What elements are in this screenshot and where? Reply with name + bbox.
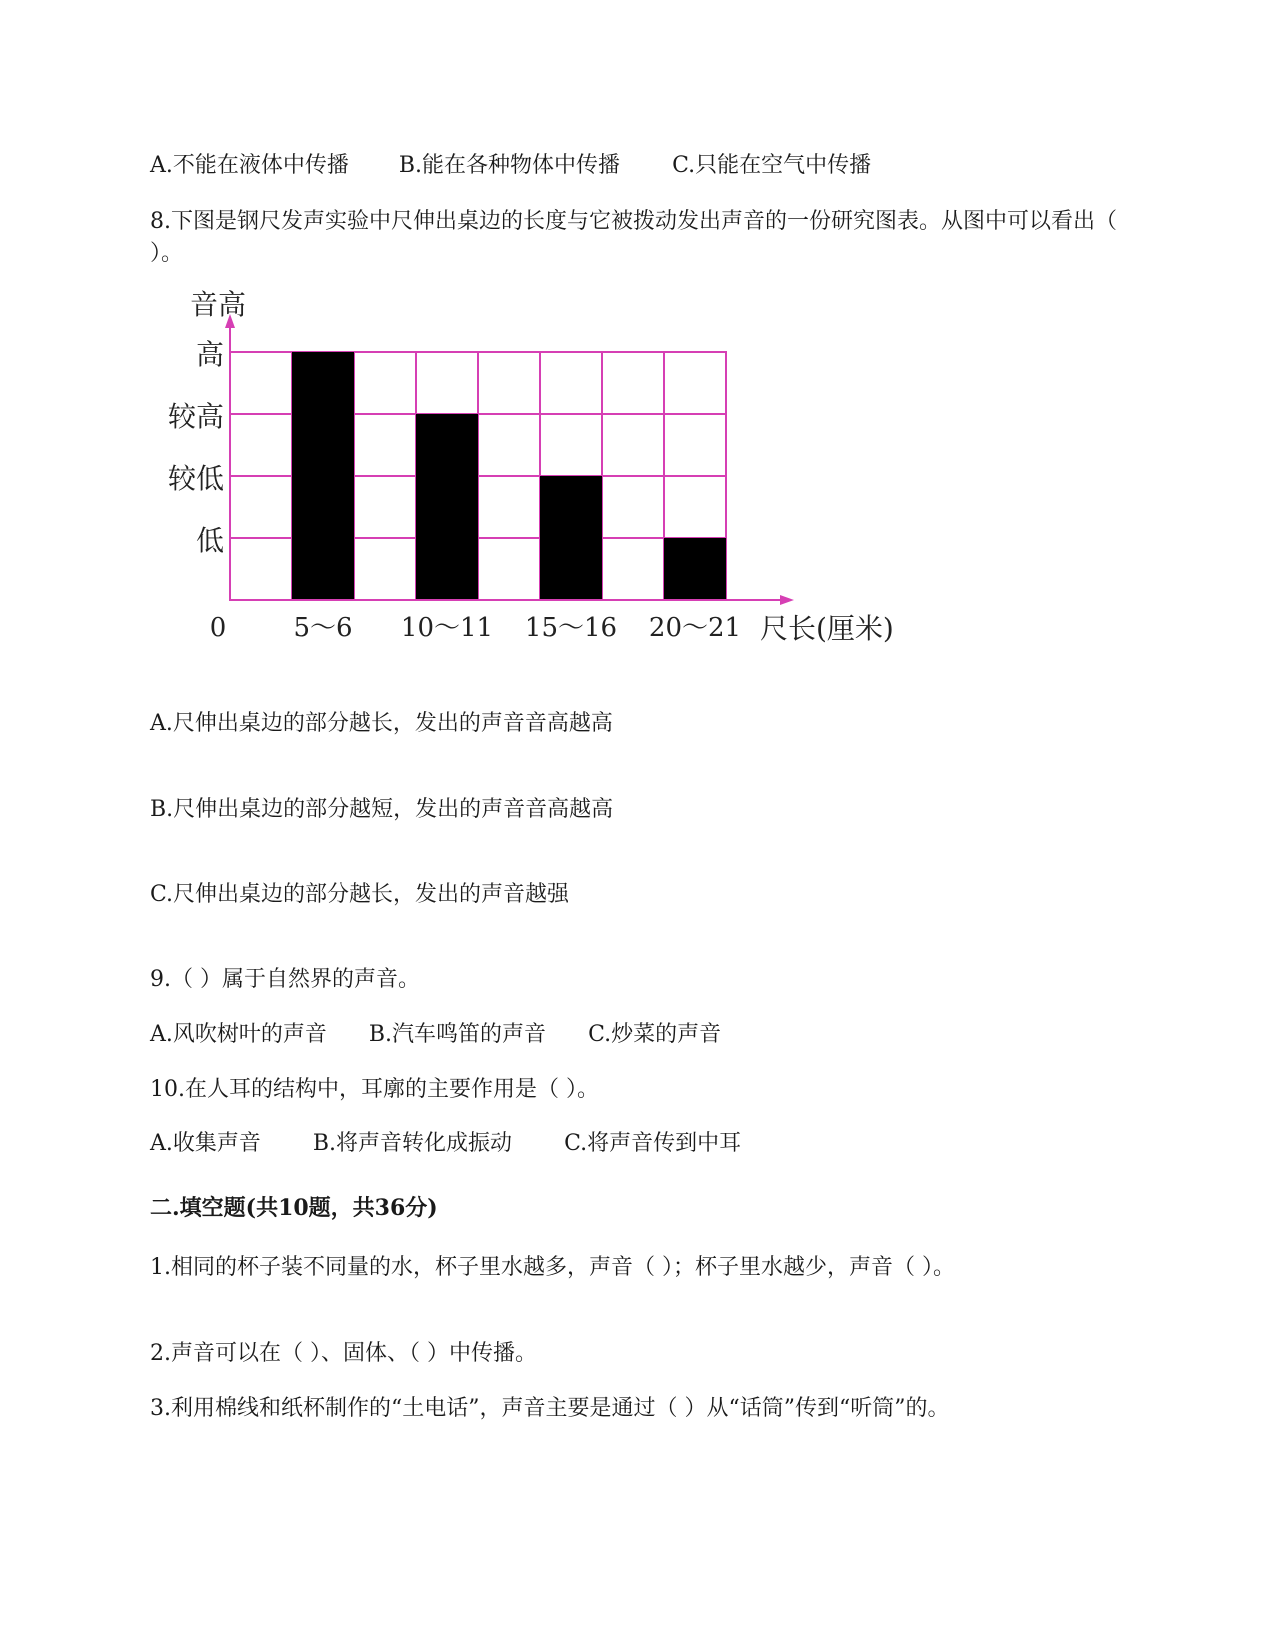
q10-option-c: C.将声音传到中耳 — [564, 1131, 742, 1156]
q7-option-b: B.能在各种物体中传播 — [398, 153, 621, 178]
grid-cell — [602, 476, 664, 538]
grid-cell — [540, 414, 602, 476]
q7-option-a: A.不能在液体中传播 — [150, 153, 349, 178]
origin-label: 0 — [209, 613, 227, 643]
q10-option-b: B.将声音转化成振动 — [312, 1131, 513, 1156]
q7-options-row — [150, 150, 871, 182]
grid-cell — [478, 352, 540, 414]
grid-cell — [664, 414, 726, 476]
q8-option-a: A.尺伸出桌边的部分越长，发出的声音音高越高 — [150, 711, 613, 736]
fill-q3: 3.利用棉线和纸杯制作的“土电话”，声音主要是通过（ ）从“话筒”传到“听筒”的。 — [150, 1396, 950, 1421]
grid-cell — [478, 476, 540, 538]
pitch-chart — [150, 290, 950, 664]
q8-stem: 8.下图是钢尺发声实验中尺伸出桌边的长度与它被拨动发出声音的一份研究图表。从图中可以看出（ ）。 — [150, 209, 1117, 266]
q10-options-row — [150, 1128, 741, 1160]
grid-cell — [540, 352, 602, 414]
fill-q2: 2.声音可以在（ ）、固体、（ ）中传播。 — [150, 1341, 537, 1366]
q7-option-c: C.只能在空气中传播 — [672, 153, 872, 178]
q9-stem: 9.（ ）属于自然界的声音。 — [150, 967, 420, 992]
grid-cell — [230, 414, 292, 476]
x-tick-label: 5～6 — [293, 613, 353, 643]
bar-3 — [540, 476, 602, 600]
bar-1 — [292, 352, 354, 600]
grid-cell — [230, 538, 292, 600]
y-axis-title: 音高 — [190, 290, 247, 321]
bar-2 — [416, 414, 478, 600]
grid-cell — [602, 414, 664, 476]
grid-cell — [354, 538, 416, 600]
q8-option-b: B.尺伸出桌边的部分越短，发出的声音音高越高 — [150, 797, 614, 822]
y-tick-label: 低 — [195, 524, 224, 557]
q10-option-a: A.收集声音 — [150, 1131, 261, 1156]
x-tick-label: 10～11 — [400, 613, 494, 643]
x-tick-label: 15～16 — [524, 613, 618, 643]
y-tick-label: 高 — [195, 338, 224, 371]
grid-cell — [664, 352, 726, 414]
fill-q1: 1.相同的杯子装不同量的水，杯子里水越多，声音（ ）；杯子里水越少，声音（ ）。 — [150, 1255, 955, 1280]
grid-cell — [230, 476, 292, 538]
q9-option-a: A.风吹树叶的声音 — [150, 1022, 327, 1047]
x-axis-arrow — [780, 595, 794, 605]
section-title: 二.填空题(共10题，共36分) — [150, 1195, 438, 1221]
y-tick-label: 较低 — [167, 462, 224, 495]
grid-cell — [602, 352, 664, 414]
grid-cell — [354, 476, 416, 538]
grid-cell — [602, 538, 664, 600]
grid-cell — [230, 352, 292, 414]
grid-cell — [354, 352, 416, 414]
pitch-chart-svg — [150, 290, 950, 660]
q9-option-c: C.炒菜的声音 — [588, 1022, 722, 1047]
grid-cell — [354, 414, 416, 476]
q9-option-b: B.汽车鸣笛的声音 — [368, 1022, 547, 1047]
grid-cell — [478, 538, 540, 600]
q9-options-row — [150, 1019, 721, 1051]
grid-cell — [664, 476, 726, 538]
y-tick-label: 较高 — [167, 400, 224, 433]
x-axis-title: 尺长(厘米) — [760, 612, 894, 645]
q8-option-c: C.尺伸出桌边的部分越长，发出的声音越强 — [150, 882, 570, 907]
q10-stem: 10.在人耳的结构中，耳廓的主要作用是（ ）。 — [150, 1077, 599, 1102]
grid-cell — [478, 414, 540, 476]
x-tick-label: 20～21 — [648, 613, 742, 643]
grid-cell — [416, 352, 478, 414]
bar-4 — [664, 538, 726, 600]
